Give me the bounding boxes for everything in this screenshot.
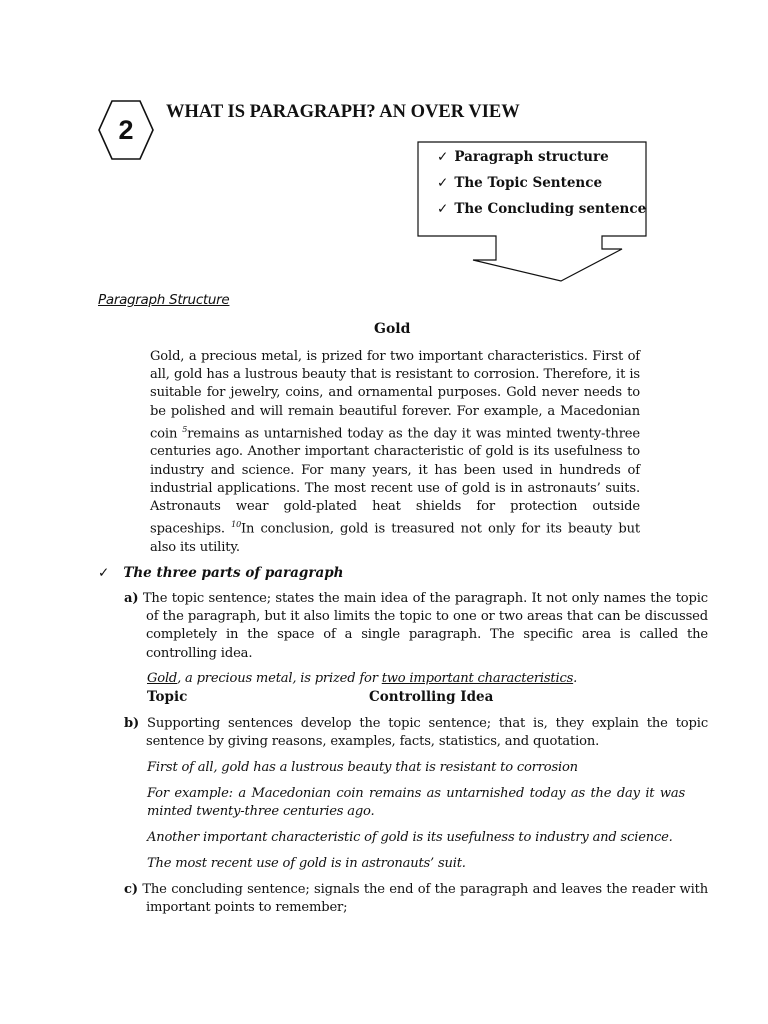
line-number-marker: 10 — [231, 520, 242, 530]
parts-heading-label: The three parts of paragraph — [123, 565, 344, 581]
part-b — [124, 715, 708, 751]
example-text: , a precious metal, is prized for — [177, 671, 382, 686]
callout-item-label: The Concluding sentence — [454, 201, 647, 217]
callout-item-label: The Topic Sentence — [454, 175, 603, 191]
section-title: Paragraph Structure — [98, 292, 230, 308]
part-label: b) — [124, 716, 140, 731]
callout-item — [417, 175, 647, 201]
part-text: Supporting sentences develop the topic sentence; that is, they explain the topic sentence by giving reasons, examples, facts, statistics, and quotation. — [146, 716, 708, 750]
parts-heading — [98, 565, 343, 581]
callout-item-label: Paragraph structure — [454, 149, 609, 165]
page-title: WHAT IS PARAGRAPH? AN OVER VIEW — [166, 102, 520, 122]
paragraph-text: remains as untarnished today as the day it was minted twenty-three centuries ago. Another important characteristic of gold is its usefulness to industry and science. For many years, it has been used in hundreds of industrial applications. The most recent use of gold is in astronauts’ suits. Astronauts wear gold-plated heat shields for protection outside spaceships. — [150, 426, 641, 537]
overview-callout — [417, 141, 647, 284]
supporting-example: Another important characteristic of gold is its usefulness to industry and science. — [147, 830, 673, 845]
supporting-example: For example: a Macedonian coin remains as untarnished today as the day it was minted twenty-three centuries ago. — [147, 786, 685, 820]
callout-list — [417, 149, 647, 227]
callout-item — [417, 201, 647, 227]
part-c — [124, 881, 708, 917]
paragraph-subtitle: Gold — [374, 321, 411, 337]
callout-item — [417, 149, 647, 175]
paragraph-text: Gold, a precious metal, is prized for two important characteristics. First of all, gold has a lustrous beauty that is resistant to corrosion. Therefore, it is suitable for jewelry, coins, and ornamental purposes. Gold never needs to be polished and will remain beautiful forever. For example, a Macedonian coin — [150, 349, 640, 442]
check-icon: ✓ — [437, 175, 449, 191]
check-icon: ✓ — [437, 201, 449, 217]
sample-paragraph — [150, 348, 640, 557]
supporting-example: First of all, gold has a lustrous beauty that is resistant to corrosion — [147, 760, 578, 775]
topic-word: Gold — [147, 671, 178, 686]
part-a — [124, 590, 708, 663]
part-text: The concluding sentence; signals the end of the paragraph and leaves the reader with important points to remember; — [142, 882, 708, 916]
paragraph-text: In conclusion, gold is treasured not only for its beauty but also its utility. — [150, 521, 640, 555]
example-text: . — [573, 671, 578, 686]
controlling-phrase: two important characteristics — [381, 671, 574, 686]
check-icon: ✓ — [98, 565, 110, 581]
supporting-example: The most recent use of gold is in astronauts’ suit. — [147, 856, 466, 871]
controlling-idea-label: Controlling Idea — [369, 689, 494, 705]
line-number-marker: 5 — [182, 424, 188, 434]
chapter-number: 2 — [118, 114, 134, 145]
part-label: a) — [124, 591, 139, 606]
topic-example — [147, 670, 685, 688]
part-label: c) — [124, 882, 138, 897]
check-icon: ✓ — [437, 149, 449, 165]
part-text: The topic sentence; states the main idea of the paragraph. It not only names the topic of the paragraph, but it also limits the topic to one or two areas that can be discussed completely in the space of a single paragraph. The specific area is called the controlling idea. — [142, 591, 708, 661]
chapter-badge — [98, 100, 154, 160]
topic-label: Topic — [147, 689, 188, 705]
